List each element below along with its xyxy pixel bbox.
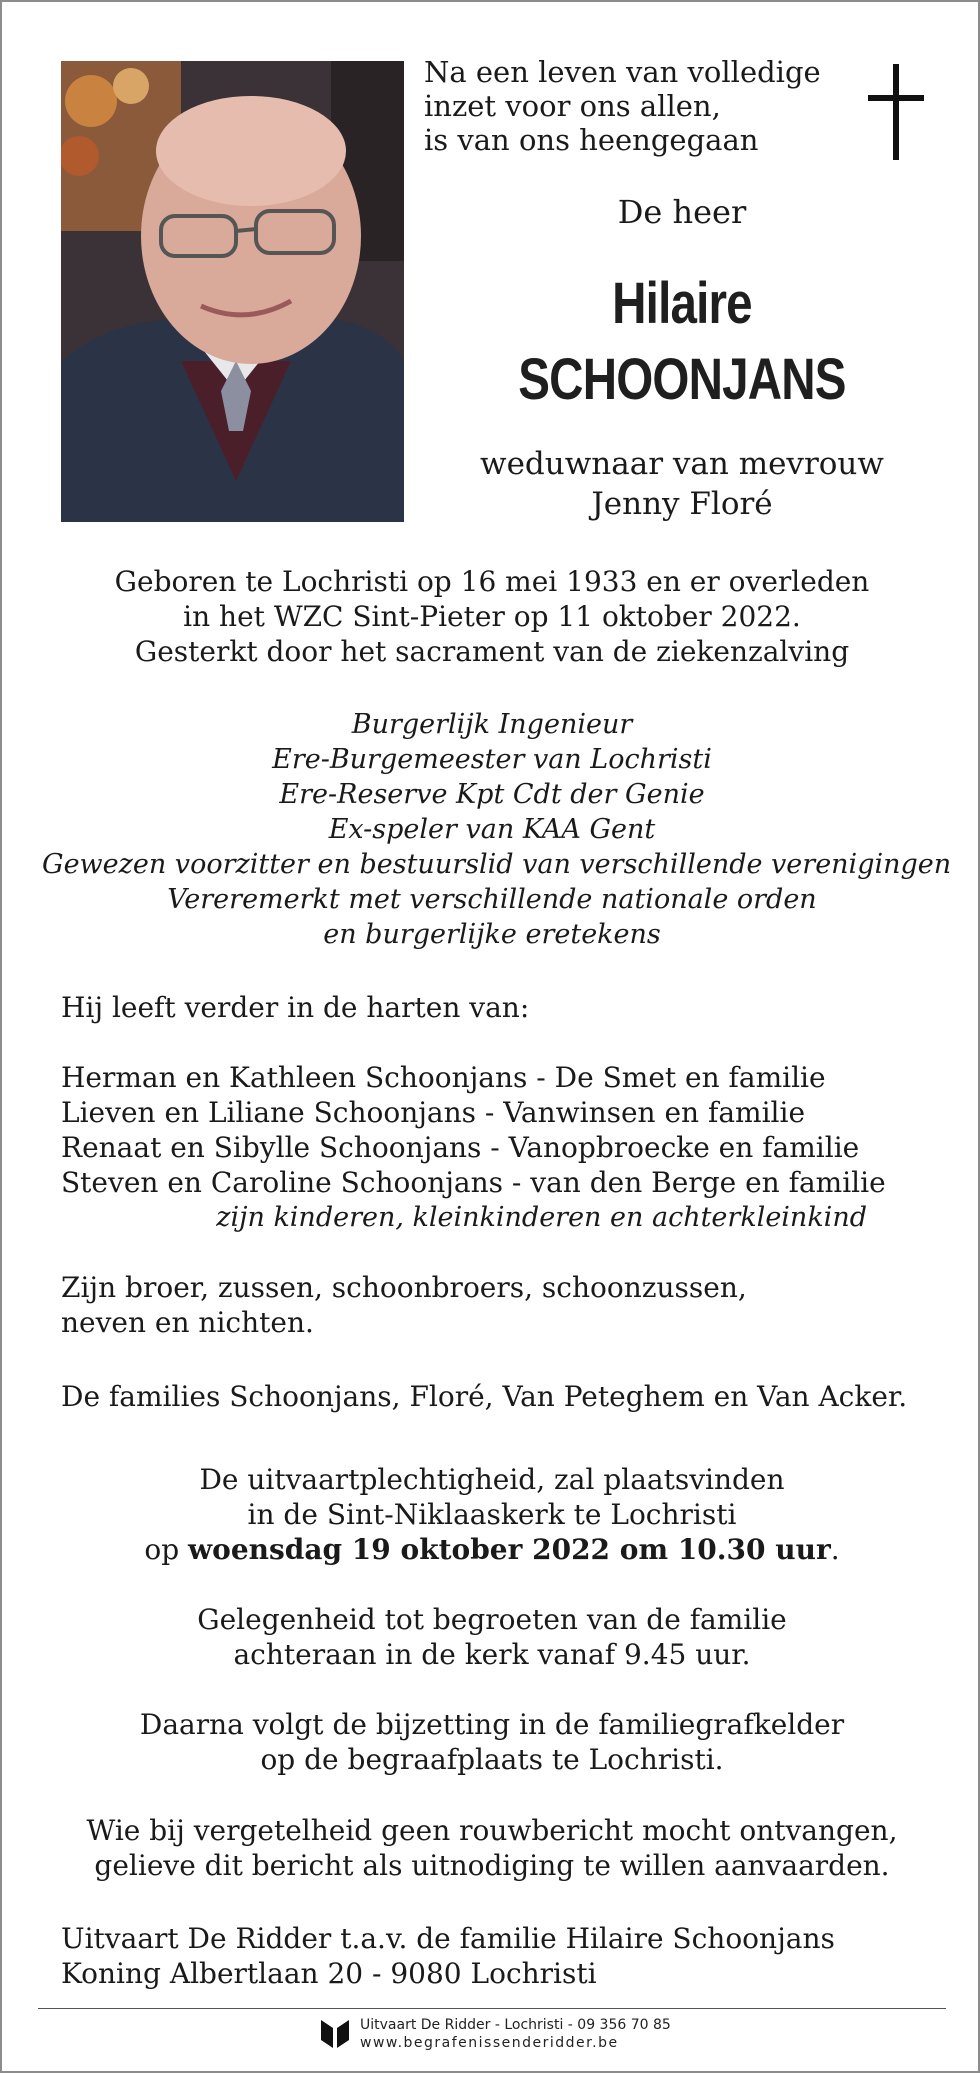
title-line: Burgerlijk Ingenieur [351,709,633,740]
child-line: Renaat en Sibylle Schoonjans - Vanopbroecke en familie [61,1131,860,1164]
siblings-info [61,1270,961,1340]
cross-icon [868,64,924,160]
funeral-line: in de Sint-Niklaaskerk te Lochristi [247,1498,737,1531]
birth-death-line: in het WZC Sint-Pieter op 11 oktober 2022. [183,600,801,633]
greeting-line: Gelegenheid tot begroeten van de familie [197,1603,787,1636]
funeral-date-prefix: op [144,1533,189,1566]
burial-line: op de begraafplaats te Lochristi. [260,1743,724,1776]
last-name: SCHOONJANS [518,347,846,412]
portrait-photo [61,61,404,522]
burial-line: Daarna volgt de bijzetting in de familiegrafkelder [139,1708,845,1741]
invitation-info [42,1813,942,1883]
greeting-info [42,1602,942,1672]
invitation-line: gelieve dit bericht als uitnodiging te willen aanvaarden. [94,1849,890,1882]
birth-death-line: Gesterkt door het sacrament van de ziekenzalving [134,635,850,668]
titles-list [42,707,952,952]
invitation-line: Wie bij vergetelheid geen rouwbericht mocht ontvangen, [86,1814,898,1847]
child-line: Steven en Caroline Schoonjans - van den Berge en familie [61,1166,886,1199]
contact-info [61,1921,961,1991]
spouse-line: weduwnaar van mevrouw [480,446,884,482]
first-name: Hilaire [612,271,752,336]
birth-death-info [42,564,942,669]
title-line: Ex-speler van KAA Gent [328,814,656,845]
footer-divider [38,2008,946,2009]
intro-line: is van ons heengegaan [424,123,759,157]
child-line: Lieven en Liliane Schoonjans - Vanwinsen en familie [61,1096,806,1129]
funeral-info [42,1462,942,1567]
contact-line: Koning Albertlaan 20 - 9080 Lochristi [61,1957,597,1990]
funeral-line: De uitvaartplechtigheid, zal plaatsvinden [199,1463,785,1496]
title-line: Ere-Burgemeester van Lochristi [272,744,712,775]
funeral-date: woensdag 19 oktober 2022 om 10.30 uur [188,1533,831,1566]
title-line: en burgerlijke eretekens [323,919,661,950]
birth-death-line: Geboren te Lochristi op 16 mei 1933 en er overleden [114,565,870,598]
footer-website[interactable]: www.begrafenissenderidder.be [360,2035,619,2051]
child-line: Herman en Kathleen Schoonjans - De Smet en familie [61,1061,826,1094]
funeral-date-suffix: . [830,1533,840,1566]
siblings-line: neven en nichten. [61,1306,314,1339]
children-note: zijn kinderen, kleinkinderen en achterkleinkind [216,1202,867,1233]
honorific: De heer [617,193,747,231]
children-list [61,1060,961,1200]
families-line: De families Schoonjans, Floré, Van Peteghem en Van Acker. [61,1380,908,1413]
title-line: Ere-Reserve Kpt Cdt der Genie [279,779,705,810]
siblings-line: Zijn broer, zussen, schoonbroers, schoonzussen, [61,1271,747,1304]
contact-line: Uitvaart De Ridder t.a.v. de familie Hilaire Schoonjans [61,1922,835,1955]
funeral-home-logo-icon [320,2018,350,2050]
title-line: Gewezen voorzitter en bestuurslid van verschillende verenigingen [42,849,952,880]
funeral-date-line [42,1532,942,1567]
title-line: Vereremerkt met verschillende nationale orden [167,884,817,915]
intro-text [424,55,844,157]
footer-address: Uitvaart De Ridder - Lochristi - 09 356 70 85 [360,2017,671,2033]
survivors-intro: Hij leeft verder in de harten van: [61,991,530,1024]
intro-line: Na een leven van volledige [424,55,821,89]
burial-info [42,1707,942,1777]
spouse-info [422,444,942,524]
spouse-line: Jenny Floré [591,486,773,522]
greeting-line: achteraan in de kerk vanaf 9.45 uur. [233,1638,751,1671]
intro-line: inzet voor ons allen, [424,89,721,123]
